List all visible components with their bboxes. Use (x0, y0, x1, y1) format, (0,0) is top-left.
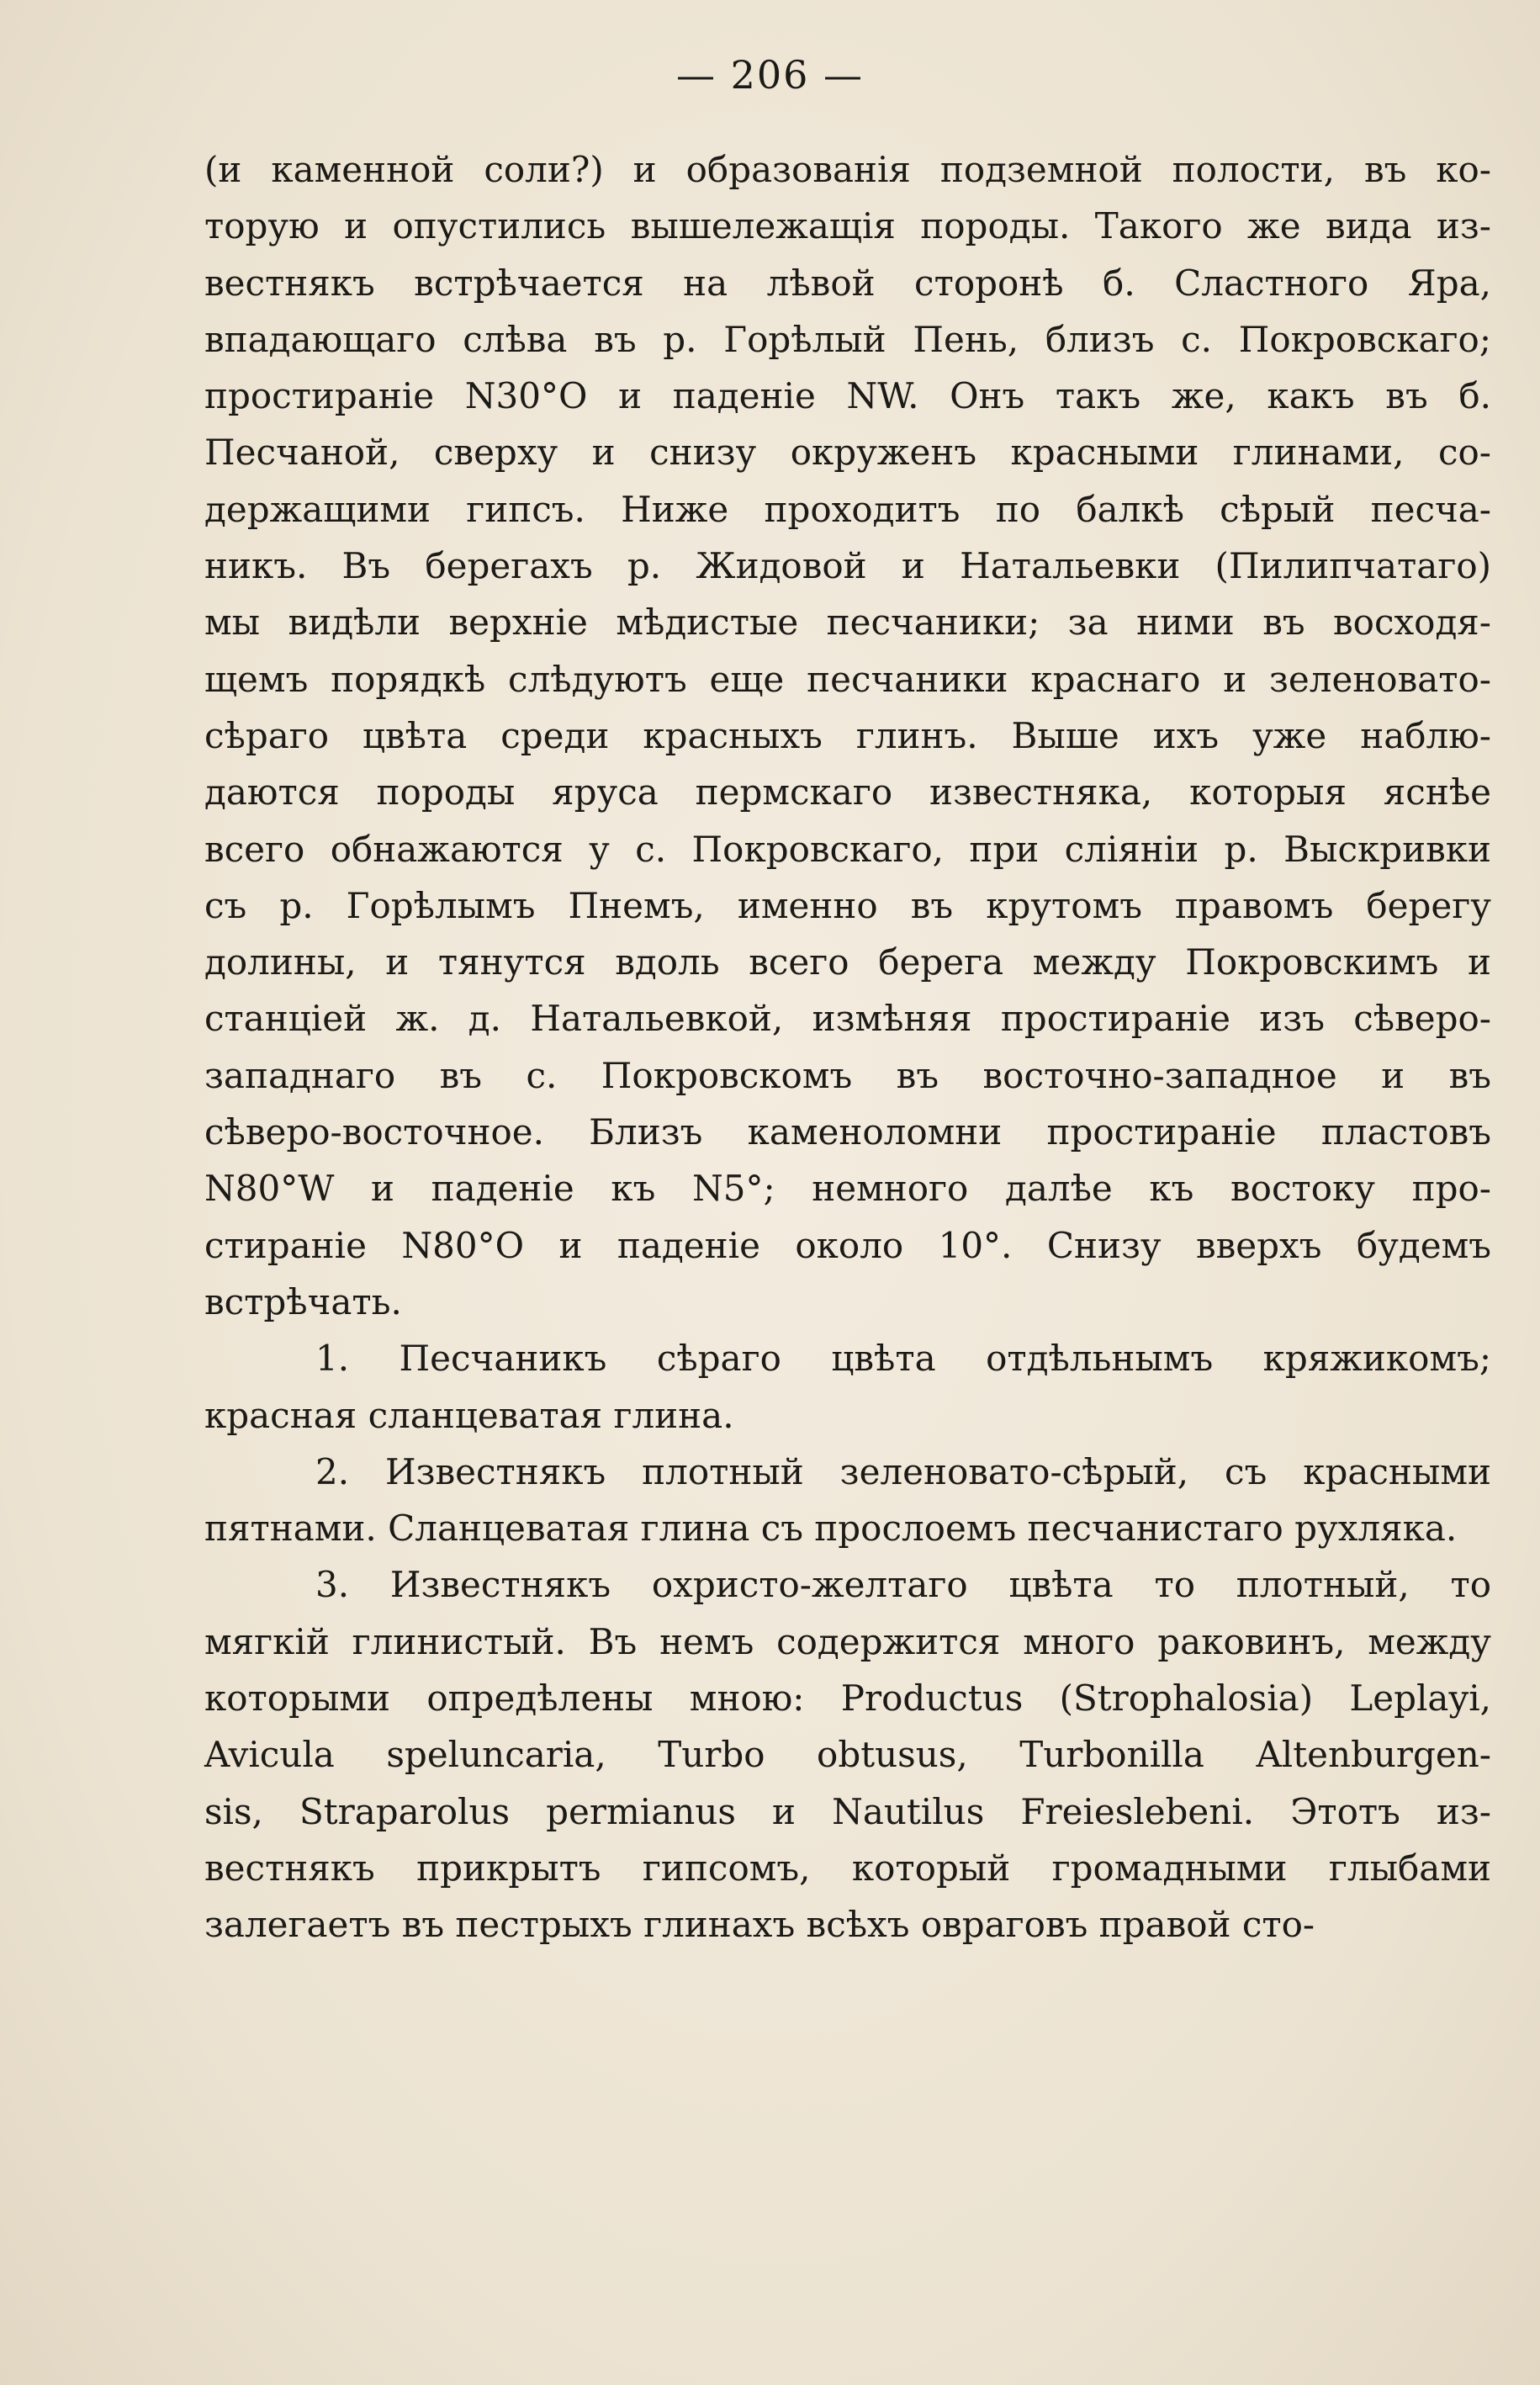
text-line: западнаго въ с. Покровскомъ въ восточно-западное и въ (204, 1054, 1491, 1096)
text-line: Avicula speluncaria, Turbo obtusus, Turbonilla Altenburgen- (204, 1734, 1491, 1776)
list-item-2 (204, 1444, 1491, 1557)
text-line: всего обнажаются у с. Покровскаго, при сліяніи р. Выскривки (204, 828, 1491, 870)
text-line: сѣверо-восточное. Близъ каменоломни простираніе пластовъ (204, 1111, 1491, 1153)
list-item-1 (204, 1330, 1491, 1444)
paragraph (204, 141, 1491, 1330)
text-line: встрѣчать. (204, 1280, 402, 1322)
text-line: красная сланцеватая глина. (204, 1394, 734, 1436)
text-line: Песчаной, сверху и снизу окруженъ красными глинами, со- (204, 432, 1491, 474)
text-line: держащими гипсъ. Ниже проходитъ по балкѣ сѣрый песча- (204, 488, 1491, 530)
text-line: торую и опустились вышележащія породы. Такого же вида из- (204, 205, 1491, 247)
text-line: которыми опредѣлены мною: Productus (Strophalosia) Leplayi, (204, 1677, 1491, 1720)
text-line: 3. Известнякъ охристо-желтаго цвѣта то плотный, то (315, 1564, 1491, 1606)
text-line: 2. Известнякъ плотный зеленовато-сѣрый, съ красными (315, 1450, 1491, 1492)
page-number: — 206 — (675, 52, 865, 98)
body-text (204, 141, 1491, 1953)
text-line: сѣраго цвѣта среди красныхъ глинъ. Выше ихъ уже наблю- (204, 714, 1491, 756)
text-line: простираніе N30°O и паденіе NW. Онъ такъ же, какъ въ б. (204, 375, 1491, 417)
text-line: мягкій глинистый. Въ немъ содержится много раковинъ, между (204, 1620, 1491, 1662)
list-item-3 (204, 1556, 1491, 1953)
text-line: вестнякъ прикрытъ гипсомъ, который громадными глыбами (204, 1847, 1491, 1889)
text-line: 1. Песчаникъ сѣраго цвѣта отдѣльнымъ кряжикомъ; (315, 1338, 1491, 1380)
text-line: долины, и тянутся вдоль всего берега между Покровскимъ и (204, 941, 1491, 983)
text-line: sis, Straparolus permianus и Nautilus Freieslebeni. Этотъ из- (204, 1790, 1491, 1832)
text-line: стираніе N80°O и паденіе около 10°. Снизу вверхъ будемъ (204, 1224, 1491, 1266)
text-line: N80°W и паденіе къ N5°; немного далѣе къ востоку про- (204, 1168, 1491, 1210)
text-line: щемъ порядкѣ слѣдуютъ еще песчаники краснаго и зеленовато- (204, 658, 1491, 700)
text-line: впадающаго слѣва въ р. Горѣлый Пень, близъ с. Покровскаго; (204, 318, 1491, 360)
text-line: съ р. Горѣлымъ Пнемъ, именно въ крутомъ правомъ берегу (204, 884, 1491, 926)
text-line: залегаетъ въ пестрыхъ глинахъ всѣхъ овраговъ правой сто- (204, 1904, 1315, 1946)
text-line: (и каменной соли?) и образованія подземной полости, въ ко- (204, 149, 1491, 190)
text-line: вестнякъ встрѣчается на лѣвой сторонѣ б. Сластного Яра, (204, 262, 1491, 304)
text-line: мы видѣли верхніе мѣдистые песчаники; за ними въ восходя- (204, 602, 1491, 644)
text-line: пятнами. Сланцеватая глина съ прослоемъ песчанистаго рухляка. (204, 1508, 1458, 1550)
text-line: даются породы яруса пермскаго известняка, которыя яснѣе (204, 771, 1491, 814)
text-line: станціей ж. д. Натальевкой, измѣняя простираніе изъ сѣверо- (204, 998, 1491, 1040)
text-line: никъ. Въ берегахъ р. Жидовой и Натальевки (Пилипчатаго) (204, 545, 1491, 587)
